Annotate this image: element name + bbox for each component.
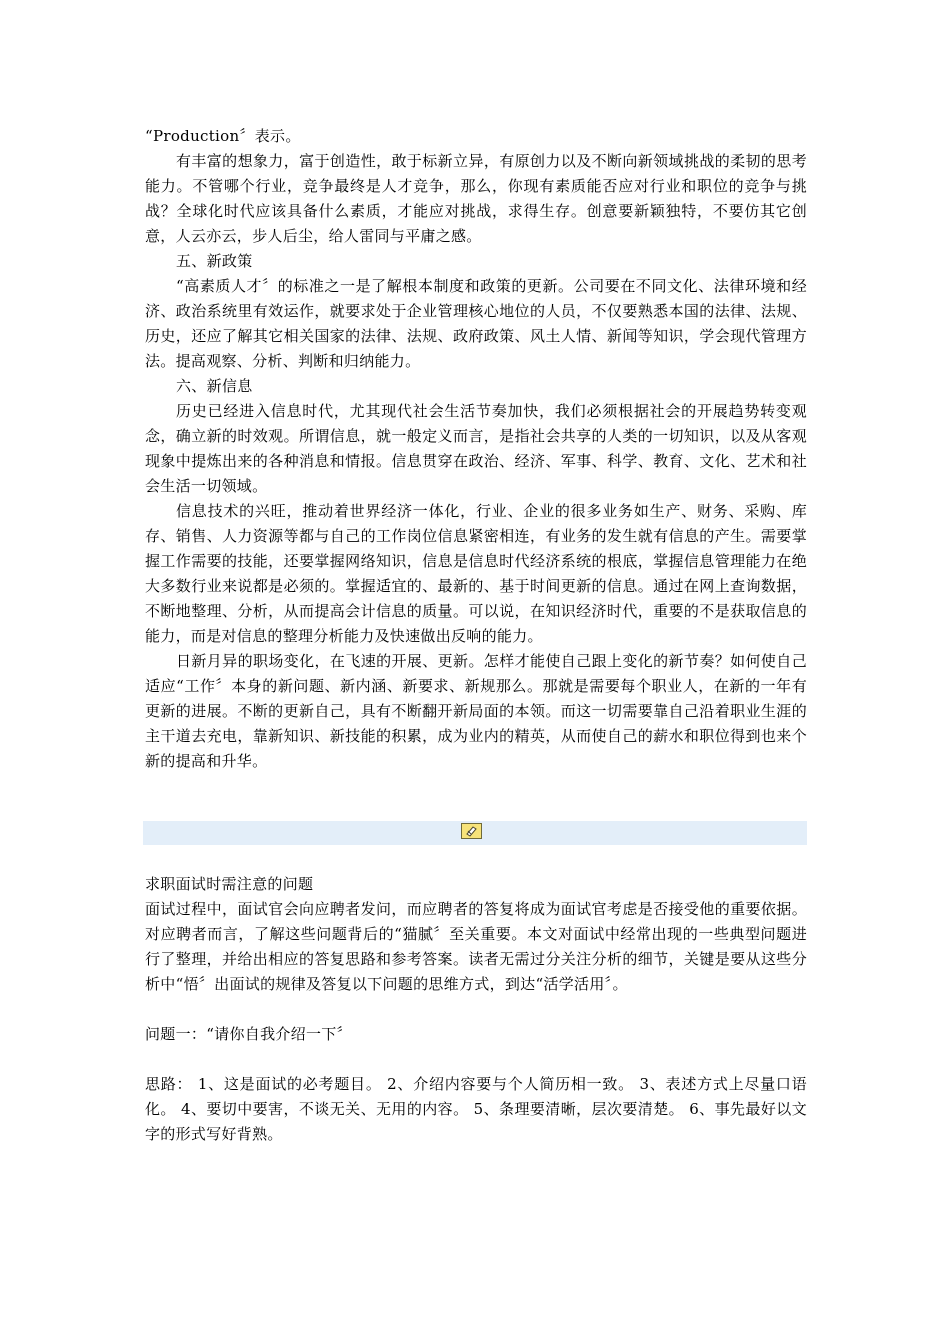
question-one-hints: 思路： 1、这是面试的必考题目。 2、介绍内容要与个人简历相一致。 3、表述方式上尽量口语化。 4、要切中要害，不谈无关、无用的内容。 5、条理要清晰，层次要清楚。 6、事先最好以文字的形式写好背熟。 <box>145 1075 807 1143</box>
paragraph-information-technology: 信息技术的兴旺，推动着世界经济一体化，行业、企业的很多业务如生产、财务、采购、库存、销售、人力资源等都与自己的工作岗位信息紧密相连，有业务的发生就有信息的产生。需要掌握工作需要的技能，还要掌握网络知识，信息是信息时代经济系统的根底，掌握信息管理能力在绝大多数行业来说都是必须的。掌握适宜的、最新的、基于时间更新的信息。通过在网上查询数据，不断地整理、分析，从而提高会计信息的质量。可以说，在知识经济时代，重要的不是获取信息的能力，而是对信息的整理分析能力及快速做出反响的能力。 <box>145 502 807 645</box>
paragraph-career-change: 日新月异的职场变化，在飞速的开展、更新。怎样才能使自己跟上变化的新节奏？如何使自己适应“工作〞本身的新问题、新内涵、新要求、新规那么。那就是需要每个职业人，在新的一年有更新的进展。不断的更新自己，具有不断翻开新局面的本领。而这一切需要靠自己沿着职业生涯的主干道去充电，靠新知识、新技能的积累，成为业内的精英，从而使自己的薪水和职位得到也来个新的提高和升华。 <box>145 652 807 770</box>
heading-new-policy: 五、新政策 <box>176 252 253 270</box>
interview-intro: 面试过程中，面试官会向应聘者发问，而应聘者的答复将成为面试官考虑是否接受他的重要依据。对应聘者而言，了解这些问题背后的“猫腻〞至关重要。本文对面试中经常出现的一些典型问题进行了整理，并给出相应的答复思路和参考答案。读者无需过分关注分析的细节，关键是要从这些分析中“悟〞出面试的规律及答复以下问题的思维方式，到达“活学活用〞。 <box>145 900 807 993</box>
paragraph-creativity: 有丰富的想象力，富于创造性，敢于标新立异，有原创力以及不断向新领域挑战的柔韧的思考能力。不管哪个行业，竞争最终是人才竞争，那么，你现有素质能否应对行业和职位的竞争与挑战？全球化时代应该具备什么素质，才能应对挑战，求得生存。创意要新颖独特，不要仿其它创意，人云亦云，步人后尘，给人雷同与平庸之感。 <box>145 152 807 245</box>
question-one: 问题一：“请你自我介绍一下〞 <box>145 1025 352 1043</box>
section-title: 求职面试时需注意的问题 <box>145 875 314 893</box>
paragraph-policy: “高素质人才〞的标准之一是了解根本制度和政策的更新。公司要在不同文化、法律环境和经济、政治系统里有效运作，就要求处于企业管理核心地位的人员，不仅要熟悉本国的法律、法规、历史，还应了解其它相关国家的法律、法规、政府政策、风土人情、新闻等知识，学会现代管理方法。提高观察、分析、判断和归纳能力。 <box>145 277 807 370</box>
spacer <box>145 997 807 1022</box>
paragraph-information-era: 历史已经进入信息时代，尤其现代社会生活节奏加快，我们必须根据社会的开展趋势转变观念，确立新的时效观。所谓信息，就一般定义而言，是指社会共享的人类的一切知识，以及从客观现象中提炼出来的各种消息和情报。信息贯穿在政治、经济、军事、科学、教育、文化、艺术和社会生活一切领域。 <box>145 402 807 495</box>
interview-section <box>145 872 807 1147</box>
article-body <box>145 124 807 774</box>
production-line: “Production〞表示。 <box>145 127 301 145</box>
document-link-icon[interactable] <box>461 823 482 839</box>
spacer <box>145 1047 807 1072</box>
heading-new-information: 六、新信息 <box>176 377 253 395</box>
